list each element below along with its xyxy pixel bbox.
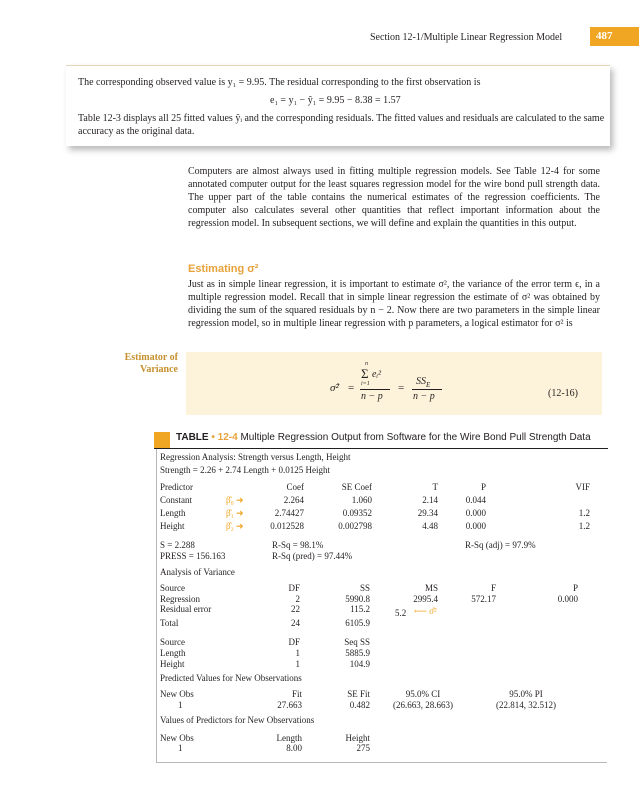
table-label: TABLE (176, 432, 209, 443)
sum-symbol: Σ (361, 366, 369, 381)
sum-lower: i=1 (361, 381, 370, 387)
eq-lhs: σ̂² (330, 382, 339, 394)
anova-header-p: P (572, 583, 578, 593)
anova-ss-residual: 115.2 (350, 604, 370, 614)
margin-label: Estimator of Variance (124, 352, 178, 375)
anova-f-regression: 572.17 (471, 594, 496, 604)
pred-header-pi: 95.0% PI (509, 689, 543, 699)
section-heading: Estimating σ² (188, 263, 259, 275)
col-header-t: T (432, 482, 438, 492)
analysis-line: Regression Analysis: Strength versus Length, Height (160, 452, 351, 462)
body-paragraph: Computers are almost always used in fitting multiple regression models. See Table 12-4 for some annotated computer output for the least squares regression model for the wire bond pull strength data. The upper part of the table contains the numerical estimates of the regression coefficients. The computer also calculates several other quantities that reflect important information about the regression model. In subsequent sections, we will define and explain the quantities in this output. (188, 166, 600, 229)
eq-den-1: n − p (361, 391, 383, 402)
anova-df-regression: 2 (295, 594, 300, 604)
anova-header-source: Source (160, 583, 185, 593)
table-title: Multiple Regression Output from Software for the Wire Bond Pull Strength Data (240, 432, 591, 443)
seq-ss-length: 5885.9 (345, 648, 370, 658)
example-text-line: The corresponding observed value is y₁ = 9.95. The residual corresponding to the first observation is (78, 77, 481, 88)
s-value: S = 2.288 (160, 540, 195, 550)
values-obs: 1 (178, 743, 183, 753)
values-header-length: Length (276, 733, 302, 743)
se-length: 0.09352 (342, 508, 372, 518)
pred-ci: (26.663, 28.663) (393, 700, 453, 710)
pred-fit: 27.663 (277, 700, 302, 710)
beta1-label: β̂₁ (226, 508, 234, 518)
pred-header-obs: New Obs (160, 689, 194, 699)
col-header-vif: VIF (575, 482, 590, 492)
sse-text: SS (416, 376, 426, 387)
col-header-p: P (480, 482, 486, 492)
anova-ms-residual: 5.2 (395, 608, 407, 618)
residual-equation: e₁ = y₁ − ŷ₁ = 9.95 − 8.38 = 1.57 (270, 95, 401, 106)
anova-ss-total: 6105.9 (345, 618, 370, 628)
seq-df-height: 1 (295, 659, 300, 669)
values-header-height: Height (345, 733, 370, 743)
page-number: 487 (590, 27, 639, 46)
se-height: 0.002798 (338, 521, 372, 531)
sse-sub: E (426, 381, 431, 389)
r-sq: R-Sq = 98.1% (272, 540, 324, 550)
regression-equation: Strength = 2.26 + 2.74 Length + 0.0125 Height (160, 465, 330, 475)
row-predictor-constant: Constant (160, 495, 193, 505)
anova-df-total: 24 (291, 618, 300, 628)
t-length: 29.34 (417, 508, 438, 518)
anova-header-ss: SS (359, 583, 370, 593)
r-sq-adj: R-Sq (adj) = 97.9% (465, 540, 536, 550)
col-header-coef: Coef (286, 482, 304, 492)
eq-equals-1: = (348, 382, 355, 394)
vif-length: 1.2 (578, 508, 590, 518)
coef-constant: 2.264 (283, 495, 304, 505)
anova-source-regression: Regression (160, 594, 200, 604)
sigma-hat-label: σ̂² (429, 606, 437, 616)
coef-height: 0.012528 (270, 521, 304, 531)
pred-header-fit: Fit (291, 689, 302, 699)
seq-source-height: Height (160, 659, 185, 669)
se-constant: 1.060 (351, 495, 372, 505)
vif-height: 1.2 (578, 521, 590, 531)
anova-header-ms: MS (424, 583, 438, 593)
t-constant: 2.14 (422, 495, 438, 505)
col-header-se-coef: SE Coef (341, 482, 372, 492)
eq-equals-2: = (398, 382, 405, 394)
values-title: Values of Predictors for New Observations (160, 715, 315, 725)
beta2-annotation: β̂₂ ➜ (226, 521, 244, 531)
running-header: Section 12-1/Multiple Linear Regression Model (370, 32, 563, 43)
pred-obs: 1 (178, 700, 183, 710)
r-sq-pred: R-Sq (pred) = 97.44% (272, 551, 353, 561)
seq-header-source: Source (160, 637, 185, 647)
table-number: 12-4 (217, 432, 238, 443)
eq-num-residual: eᵢ² (372, 369, 382, 380)
anova-ss-regression: 5990.8 (345, 594, 370, 604)
pred-title: Predicted Values for New Observations (160, 673, 302, 683)
anova-header-f: F (490, 583, 496, 593)
values-length: 8.00 (286, 743, 302, 753)
coef-length: 2.74427 (274, 508, 304, 518)
beta0-label: β̂₀ (226, 495, 234, 505)
eq-den-2: n − p (413, 391, 435, 402)
anova-ms-regression: 2995.4 (413, 594, 438, 604)
seq-df-length: 1 (295, 648, 300, 658)
beta0-annotation: β̂₀ ➜ (226, 495, 244, 505)
p-constant: 0.044 (465, 495, 486, 505)
estimating-paragraph: Just as in simple linear regression, it is important to estimate σ², the variance of the error term ϵ, in a multiple regression model. Recall that in simple linear regression the estimate of σ² was obtained by dividing the sum of the squared residuals by n − 2. Now there are two parameters in the simple linear regression model, so in multiple linear regression with p parameters, a logical estimator for σ² is (188, 279, 600, 329)
col-header-predictor: Predictor (160, 482, 193, 492)
seq-header-df: DF (288, 637, 300, 647)
seq-ss-height: 104.9 (349, 659, 370, 669)
p-height: 0.000 (465, 521, 486, 531)
anova-title: Analysis of Variance (160, 567, 235, 577)
values-height: 275 (356, 743, 370, 753)
beta2-label: β̂₂ (226, 521, 234, 531)
pred-header-sefit: SE Fit (347, 689, 370, 699)
anova-p-regression: 0.000 (557, 594, 578, 604)
pred-header-ci: 95.0% CI (405, 689, 441, 699)
anova-header-df: DF (288, 583, 300, 593)
press-value: PRESS = 156.163 (160, 551, 226, 561)
anova-source-total: Total (160, 618, 179, 628)
pred-sefit: 0.482 (349, 700, 370, 710)
anova-df-residual: 22 (291, 604, 300, 614)
row-predictor-length: Length (160, 508, 186, 518)
example-paragraph: Table 12-3 displays all 25 fitted values ŷᵢ and the corresponding residuals. The fitted values and residuals are calculated to the same accuracy as the original data. (78, 113, 605, 137)
seq-header-ss: Seq SS (344, 637, 370, 647)
row-predictor-height: Height (160, 521, 185, 531)
sum-upper: n (365, 361, 368, 367)
p-length: 0.000 (465, 508, 486, 518)
anova-source-residual: Residual error (160, 604, 212, 614)
sigma-hat-annotation: ⟵ σ̂² (414, 606, 437, 616)
table-bullet: • (211, 432, 215, 443)
t-height: 4.48 (422, 521, 438, 531)
equation-number: (12-16) (548, 388, 578, 399)
pred-pi: (22.814, 32.512) (496, 700, 556, 710)
values-header-obs: New Obs (160, 733, 194, 743)
beta1-annotation: β̂₁ ➜ (226, 508, 244, 518)
seq-source-length: Length (160, 648, 186, 658)
